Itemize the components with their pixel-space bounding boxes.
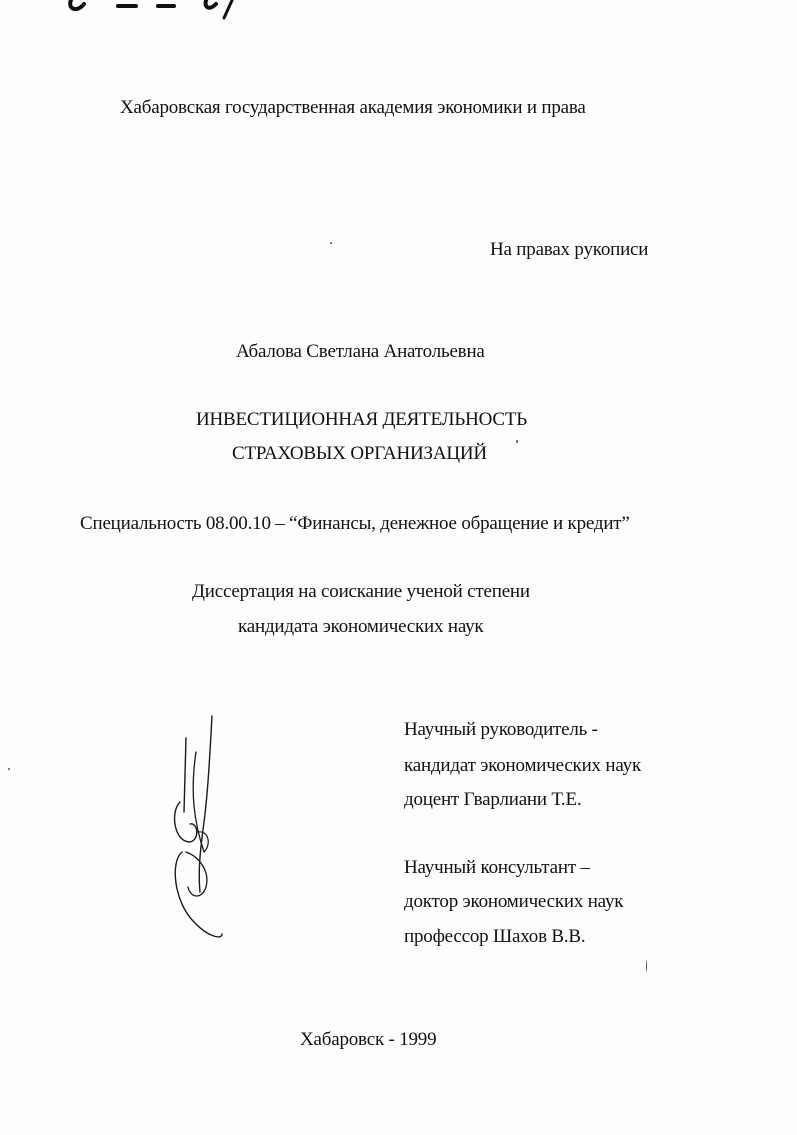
supervisor-degree: кандидат экономических наук	[404, 755, 641, 776]
author-name: Абалова Светлана Анатольевна	[236, 341, 485, 362]
consultant-degree: доктор экономических наук	[404, 891, 624, 912]
handwritten-mark	[58, 0, 268, 24]
scan-speck	[8, 768, 10, 770]
city-year: Хабаровск - 1999	[300, 1029, 437, 1050]
scan-speck	[330, 242, 332, 244]
rights-note: На правах рукописи	[490, 239, 649, 260]
scan-speck	[516, 440, 518, 443]
title-line-2: СТРАХОВЫХ ОРГАНИЗАЦИЙ	[232, 443, 487, 464]
specialty: Специальность 08.00.10 – “Финансы, денежное обращение и кредит”	[80, 513, 630, 534]
handwritten-signature	[160, 712, 240, 947]
title-line-1: ИНВЕСТИЦИОННАЯ ДЕЯТЕЛЬНОСТЬ	[196, 409, 527, 430]
dissertation-line-1: Диссертация на соискание ученой степени	[192, 581, 530, 602]
supervisor-role: Научный руководитель -	[404, 719, 598, 740]
scan-speck	[646, 960, 647, 972]
supervisor-name: доцент Гварлиани Т.Е.	[404, 789, 582, 810]
consultant-role: Научный консультант –	[404, 857, 590, 878]
dissertation-line-2: кандидата экономических наук	[238, 616, 484, 637]
institution-name: Хабаровская государственная академия экономики и права	[120, 97, 586, 118]
consultant-name: профессор Шахов В.В.	[404, 926, 586, 947]
